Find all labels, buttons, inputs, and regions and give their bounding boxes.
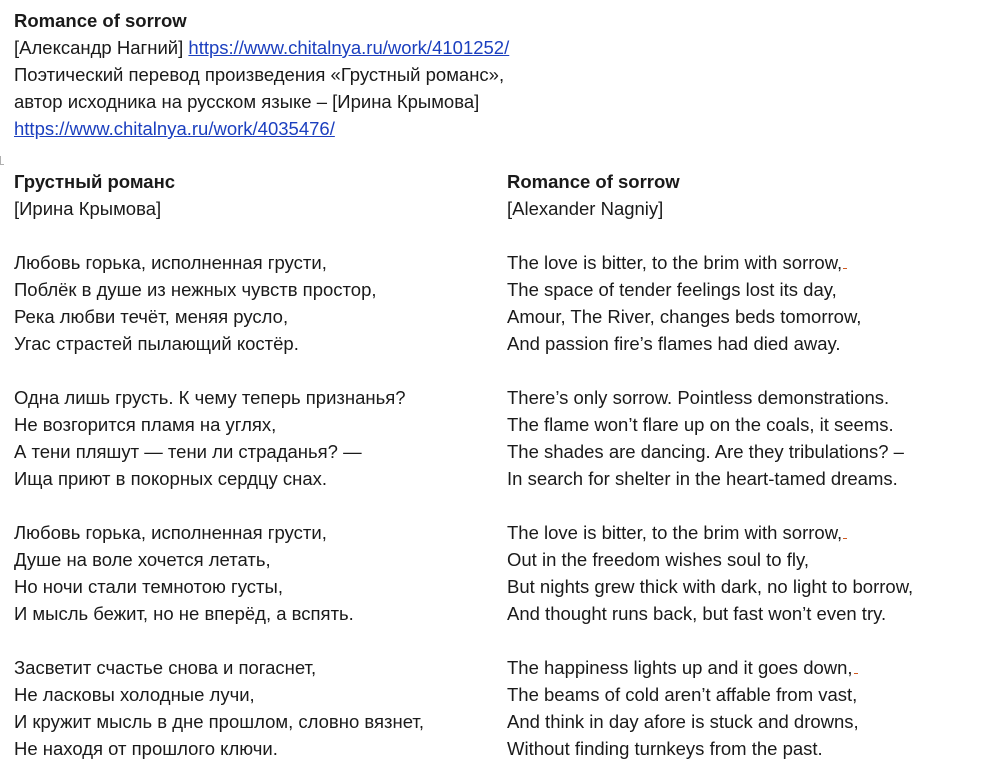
- original-poem-column: [14, 168, 494, 762]
- translation-poem-column: [507, 168, 977, 762]
- poem-line: Поблёк в душе из нежных чувств простор,: [14, 279, 377, 300]
- author-name: [Александр Нагний]: [14, 37, 184, 58]
- poem-line: Любовь горька, исполненная грусти,: [14, 522, 327, 543]
- poem-line: Одна лишь грусть. К чему теперь признанья?: [14, 387, 406, 408]
- stanza: [14, 519, 494, 627]
- poem-line: Не ласковы холодные лучи,: [14, 684, 255, 705]
- poem-line: Ища приют в покорных сердцу снах.: [14, 468, 328, 489]
- poem-line: In search for shelter in the heart-tamed dreams.: [507, 468, 898, 489]
- document-title: Romance of sorrow: [14, 10, 187, 31]
- poem-line: The love is bitter, to the brim with sorrow,: [507, 519, 977, 546]
- grammar-mark-icon: [843, 534, 847, 539]
- poem-line: Любовь горька, исполненная грусти,: [14, 252, 327, 273]
- poem-line: The space of tender feelings lost its day,: [507, 279, 837, 300]
- grammar-mark-icon: [843, 264, 847, 269]
- original-author-note: автор исходника на русском языке – [Ирина Крымова]: [14, 91, 480, 112]
- stanza: [507, 249, 977, 357]
- original-poem-author: [Ирина Крымова]: [14, 198, 162, 219]
- stanza: [14, 384, 494, 492]
- poem-line: И мысль бежит, но не вперёд, а вспять.: [14, 603, 354, 624]
- original-poem-title: Грустный романс: [14, 171, 176, 192]
- stanza: [507, 654, 977, 762]
- paragraph-mark-icon: [0, 156, 4, 165]
- poem-line: И кружит мысль в дне прошлом, словно вязнет,: [14, 711, 424, 732]
- source-link-line: [14, 115, 964, 142]
- poem-line: Не возгорится пламя на углях,: [14, 414, 277, 435]
- poem-line: And thought runs back, but fast won’t even try.: [507, 603, 887, 624]
- poem-line: And think in day afore is stuck and drowns,: [507, 711, 859, 732]
- poem-line: Угас страстей пылающий костёр.: [14, 333, 299, 354]
- stanza: [507, 519, 977, 627]
- grammar-mark-icon: [854, 669, 858, 674]
- author-line: [14, 34, 964, 61]
- poem-line: The happiness lights up and it goes down,: [507, 654, 977, 681]
- poem-line: Но ночи стали темнотою густы,: [14, 576, 283, 597]
- stanza: [14, 249, 494, 357]
- poem-line: Река любви течёт, меняя русло,: [14, 306, 289, 327]
- stanza: [507, 384, 977, 492]
- document-header: [14, 7, 964, 142]
- poem-line: Засветит счастье снова и погаснет,: [14, 657, 317, 678]
- source-work-link[interactable]: https://www.chitalnya.ru/work/4035476/: [14, 118, 335, 139]
- poem-line: The shades are dancing. Are they tribulations? –: [507, 441, 904, 462]
- stanza: [14, 654, 494, 762]
- poem-line: Не находя от прошлого ключи.: [14, 738, 278, 759]
- poem-line: The beams of cold aren’t affable from vast,: [507, 684, 858, 705]
- translation-poem-author: [Alexander Nagniy]: [507, 198, 664, 219]
- poem-line: Without finding turnkeys from the past.: [507, 738, 823, 759]
- poem-line: А тени пляшут — тени ли страданья? —: [14, 441, 362, 462]
- author-work-link[interactable]: https://www.chitalnya.ru/work/4101252/: [188, 37, 510, 58]
- translation-poem-title: Romance of sorrow: [507, 171, 680, 192]
- poem-line: But nights grew thick with dark, no light to borrow,: [507, 576, 914, 597]
- poem-line: Out in the freedom wishes soul to fly,: [507, 549, 809, 570]
- poem-line: The flame won’t flare up on the coals, it seems.: [507, 414, 894, 435]
- poem-line: There’s only sorrow. Pointless demonstrations.: [507, 387, 890, 408]
- poem-line: And passion fire’s flames had died away.: [507, 333, 841, 354]
- poem-line: The love is bitter, to the brim with sorrow,: [507, 249, 977, 276]
- poem-line: Amour, The River, changes beds tomorrow,: [507, 306, 862, 327]
- translation-note: Поэтический перевод произведения «Грустный романс»,: [14, 64, 505, 85]
- poem-line: Душе на воле хочется летать,: [14, 549, 271, 570]
